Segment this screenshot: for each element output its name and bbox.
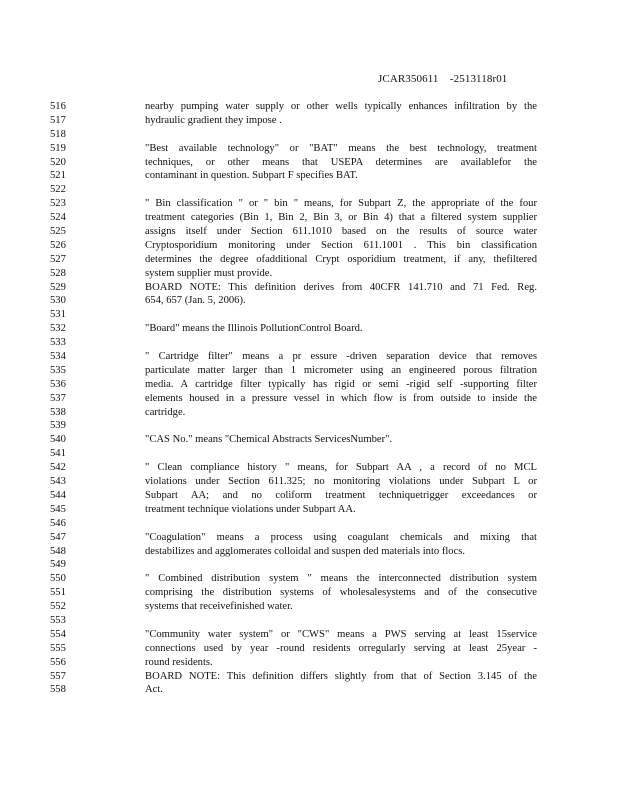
line-number: 548 [50,545,66,557]
document-line [0,461,618,475]
document-line [0,642,618,656]
document-line [0,531,618,545]
line-number: 525 [50,226,66,238]
line-text: violations under Section 611.325; no monitoring violations under Subpart L or [145,476,537,488]
line-number: 541 [50,448,66,460]
line-text: BOARD NOTE: This definition derives from 40CFR 141.710 and 71 Fed. Reg. [145,281,537,293]
document-line [0,517,618,531]
document-line [0,267,618,281]
document-line [0,406,618,420]
line-number: 540 [50,434,66,446]
line-text: 654, 657 (Jan. 5, 2006). [145,295,246,307]
document-line [0,156,618,170]
line-number: 545 [50,503,66,515]
document-line [0,628,618,642]
line-number: 534 [50,351,66,363]
document-line [0,378,618,392]
document-line [0,253,618,267]
line-text: contaminant in question. Subpart F specifies BAT. [145,170,358,182]
line-number: 543 [50,476,66,488]
line-number: 521 [50,170,66,182]
document-line [0,350,618,364]
document-line [0,100,618,114]
line-text: "Best available technology" or "BAT" means the best technology, treatment [145,142,537,154]
line-text: cartridge. [145,406,186,418]
document-line [0,447,618,461]
document-line [0,392,618,406]
line-number: 516 [50,101,66,112]
line-text: Act. [145,684,163,696]
document-line [0,364,618,378]
document-line [0,586,618,600]
document-line [0,308,618,322]
line-text: nearby pumping water supply or other wells typically enhances infiltration by the [145,101,537,112]
document-line [0,197,618,211]
line-number: 518 [50,128,66,140]
line-text: system supplier must provide. [145,267,273,279]
document-line [0,294,618,308]
line-text: treatment technique violations under Subpart AA. [145,503,356,515]
document-line [0,558,618,572]
document-line [0,600,618,614]
document-line [0,225,618,239]
line-text: Subpart AA; and no coliform treatment techniquetrigger exceedances or [145,489,537,501]
line-text: destabilizes and agglomerates colloidal and suspen ded materials into flocs. [145,545,466,557]
line-number: 552 [50,601,66,613]
line-text: Cryptosporidium monitoring under Section 611.1001 . This bin classification [145,239,537,251]
line-number: 557 [50,670,66,682]
line-text: elements housed in a pressure vessel in which flow is from outside to inside the [145,392,537,404]
line-number: 555 [50,642,66,654]
line-number: 537 [50,392,66,404]
line-text: techniques, or other means that USEPA determines are availablefor the [145,156,537,168]
line-number: 526 [50,239,66,251]
line-text: systems that receivefinished water. [145,601,293,613]
line-number: 524 [50,212,66,224]
line-text: treatment categories (Bin 1, Bin 2, Bin 3, or Bin 4) that a filtered system supplier [145,212,537,224]
line-text: hydraulic gradient they impose . [145,114,282,126]
line-number: 528 [50,267,66,279]
document-line [0,128,618,142]
line-number: 547 [50,531,66,543]
document-body [0,100,618,697]
document-line [0,322,618,336]
document-line [0,503,618,517]
line-number: 529 [50,281,66,293]
line-number: 536 [50,378,66,390]
document-line [0,572,618,586]
line-text: " Cartridge filter" means a pr essure -driven separation device that removes [145,351,537,363]
line-number: 530 [50,295,66,307]
document-line [0,489,618,503]
document-line [0,433,618,447]
document-line [0,656,618,670]
document-line [0,169,618,183]
line-number: 522 [50,184,66,196]
document-line [0,419,618,433]
line-number: 554 [50,628,66,640]
document-line [0,211,618,225]
line-text: " Clean compliance history " means, for Subpart AA , a record of no MCL [145,462,537,474]
document-line [0,114,618,128]
document-line [0,670,618,684]
line-number: 520 [50,156,66,168]
line-number: 532 [50,323,66,335]
line-number: 523 [50,198,66,210]
line-number: 538 [50,406,66,418]
line-number: 535 [50,364,66,376]
line-number: 553 [50,614,66,626]
line-text: " Combined distribution system " means the interconnected distribution system [145,573,537,585]
document-line [0,545,618,559]
line-number: 556 [50,656,66,668]
line-number: 527 [50,253,66,265]
line-number: 546 [50,517,66,529]
line-text: particulate matter larger than 1 micrometer using an engineered porous filtration [145,364,537,376]
line-number: 549 [50,559,66,571]
line-text: "Board" means the Illinois PollutionControl Board. [145,323,363,335]
line-number: 550 [50,573,66,585]
document-line [0,183,618,197]
line-text: connections used by year -round residents orregularly serving at least 25year - [145,642,537,654]
line-text: "Community water system" or "CWS" means a PWS serving at least 15service [145,628,537,640]
line-number: 544 [50,489,66,501]
line-number: 539 [50,420,66,432]
line-number: 517 [50,114,66,126]
line-text: " Bin classification " or " bin " means, for Subpart Z, the appropriate of the four [145,198,537,210]
document-line [0,239,618,253]
line-number: 531 [50,309,66,321]
document-header-id: JCAR350611 -2513118r01 [378,73,508,85]
line-text: comprising the distribution systems of wholesalesystems and of the consecutive [145,587,537,599]
document-line [0,336,618,350]
line-number: 558 [50,684,66,696]
line-number: 519 [50,142,66,154]
line-text: BOARD NOTE: This definition differs slightly from that of Section 3.145 of the [145,670,537,682]
document-line [0,614,618,628]
line-text: round residents. [145,656,213,668]
line-text: "Coagulation" means a process using coagulant chemicals and mixing that [145,531,537,543]
line-text: assigns itself under Section 611.1010 based on the results of source water [145,226,537,238]
line-number: 551 [50,587,66,599]
document-line [0,142,618,156]
line-text: "CAS No." means "Chemical Abstracts ServicesNumber". [145,434,393,446]
line-number: 542 [50,462,66,474]
document-line [0,475,618,489]
line-number: 533 [50,337,66,349]
document-line [0,281,618,295]
line-text: determines the degree ofadditional Crypt osporidium treatment, if any, thefiltered [145,253,537,265]
line-text: media. A cartridge filter typically has rigid or semi -rigid self -supporting filter [145,378,537,390]
document-line [0,683,618,697]
